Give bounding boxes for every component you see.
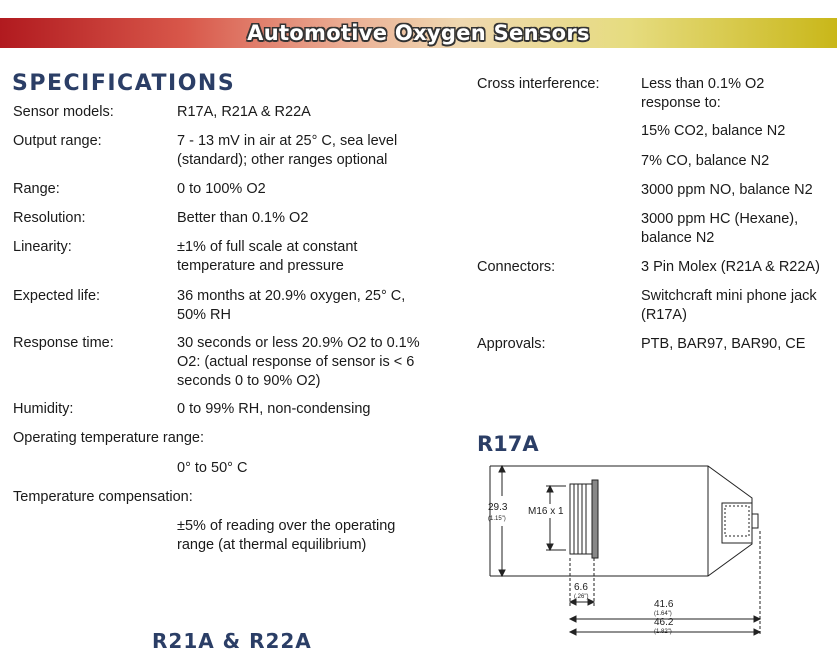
spec-value: Better than 0.1% O2 <box>177 210 309 226</box>
thread-outline <box>570 484 592 554</box>
jack-tip <box>752 514 758 528</box>
spec-value: 15% CO2, balance N2 <box>641 123 786 139</box>
title-banner <box>0 18 837 48</box>
spec-value: ±1% of full scale at constant temperature and pressure <box>177 239 358 274</box>
spec-value: 3000 ppm NO, balance N2 <box>641 182 813 198</box>
spec-value: 7% CO, balance N2 <box>641 153 770 169</box>
spec-value: Less than 0.1% O2 response to: <box>641 76 765 111</box>
thread-label: M16 x 1 <box>528 506 564 517</box>
spec-value: 0 to 99% RH, non-condensing <box>177 401 371 417</box>
spec-label: Output range: <box>13 133 102 149</box>
spec-label: Linearity: <box>13 239 72 255</box>
spec-value: Switchcraft mini phone jack (R17A) <box>641 288 817 323</box>
spec-value: PTB, BAR97, BAR90, CE <box>641 336 806 352</box>
r17a-sensor-drawing <box>470 456 837 641</box>
d3-in-label: (1.82") <box>654 629 672 635</box>
spec-label: Humidity: <box>13 401 74 417</box>
spec-label: Range: <box>13 181 60 197</box>
d2-in-label: (1.64") <box>654 611 672 617</box>
banner-title: Automotive Oxygen Sensors <box>247 21 590 45</box>
r21a-r22a-heading: R21A & R22A <box>152 629 312 653</box>
spec-value: 0 to 100% O2 <box>177 181 266 197</box>
spec-label: Operating temperature range: <box>13 430 205 446</box>
spec-value: ±5% of reading over the operating range (at thermal equilibrium) <box>177 518 396 553</box>
spec-value: 30 seconds or less 20.9% O2 to 0.1% O2: (actual response of sensor is < 6 seconds 0 to 90% O2) <box>177 335 420 389</box>
d2-mm-label: 41.6 <box>654 599 674 610</box>
connector-body <box>722 503 752 543</box>
spec-value: R17A, R21A & R22A <box>177 104 311 120</box>
height-in-label: (1.15") <box>488 516 506 522</box>
spec-value: 7 - 13 mV in air at 25° C, sea level (standard); other ranges optional <box>177 133 398 168</box>
sensor-body-outline <box>490 466 752 576</box>
height-mm-label: 29.3 <box>488 502 508 513</box>
spec-value: 36 months at 20.9% oxygen, 25° C, 50% RH <box>177 288 406 323</box>
d1-mm-label: 6.6 <box>574 582 588 593</box>
sensor-face <box>592 480 598 558</box>
spec-label: Resolution: <box>13 210 86 226</box>
specifications-heading: SPECIFICATIONS <box>12 71 236 96</box>
spec-label: Approvals: <box>477 336 546 352</box>
spec-label: Expected life: <box>13 288 101 304</box>
spec-label: Response time: <box>13 335 114 351</box>
spec-label: Temperature compensation: <box>13 489 193 505</box>
spec-label: Sensor models: <box>13 104 114 120</box>
spec-value: 3 Pin Molex (R21A & R22A) <box>641 259 820 275</box>
spec-label: Connectors: <box>477 259 556 275</box>
r17a-heading: R17A <box>477 432 539 456</box>
spec-label: Cross interference: <box>477 76 600 92</box>
spec-value: 0° to 50° C <box>177 460 248 476</box>
d3-mm-label: 46.2 <box>654 617 674 628</box>
spec-value: 3000 ppm HC (Hexane), balance N2 <box>641 211 799 246</box>
d1-in-label: (.26") <box>574 594 589 600</box>
